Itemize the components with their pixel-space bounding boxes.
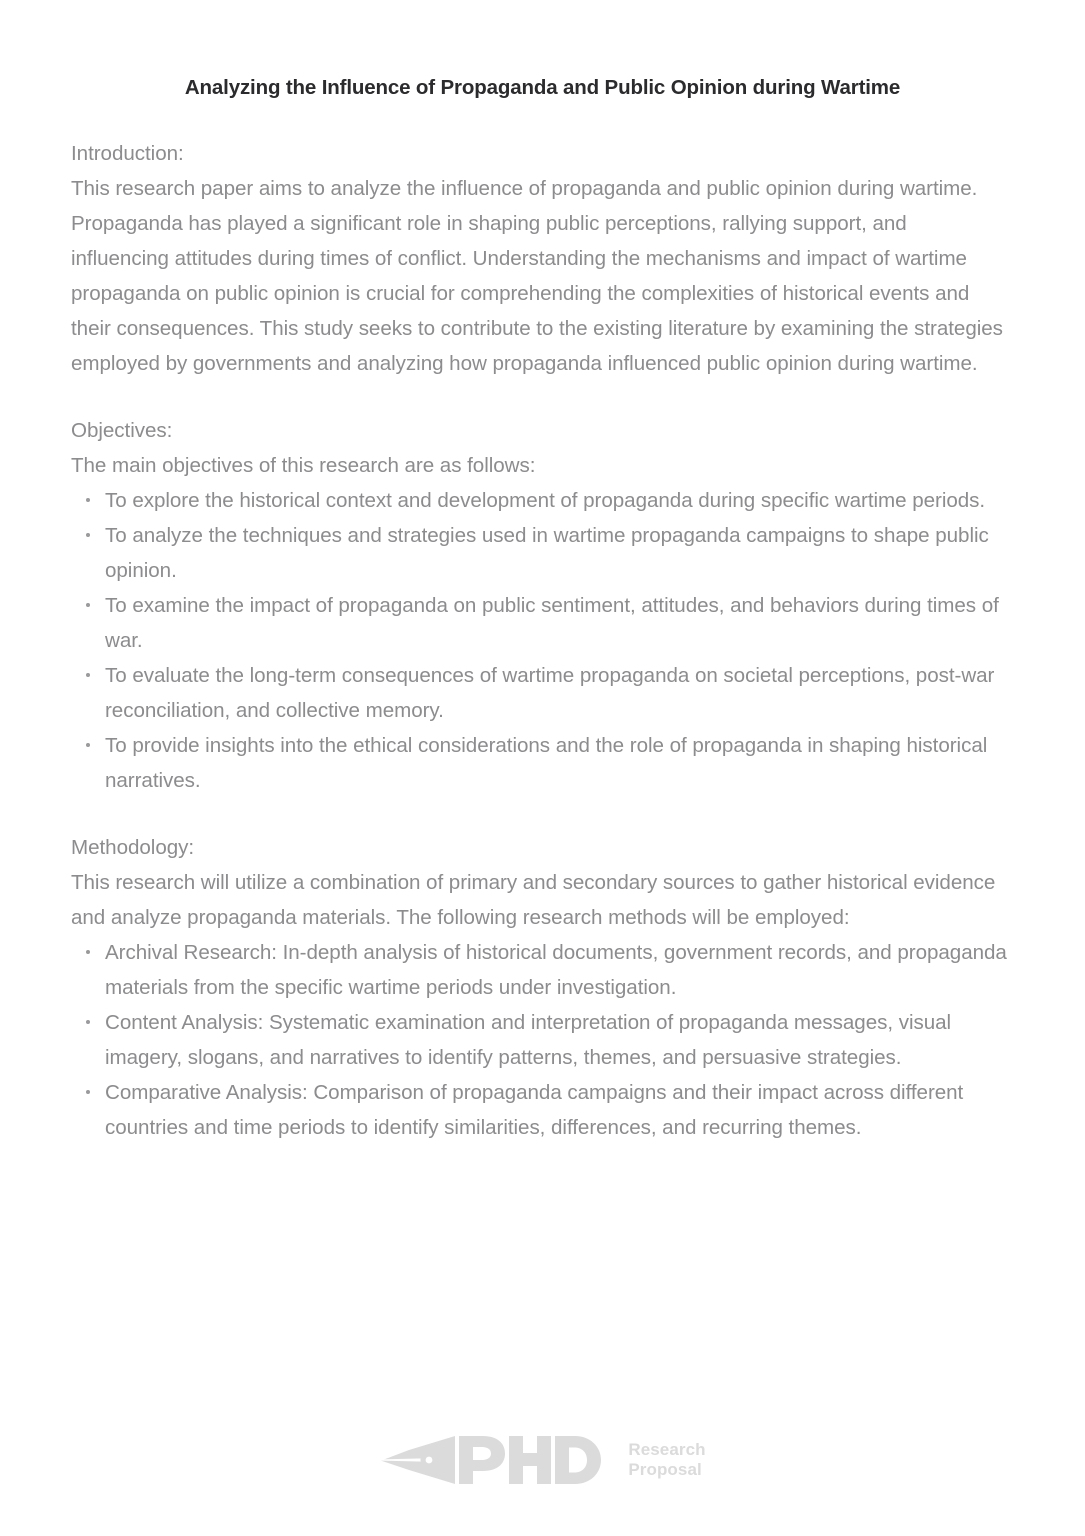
section-heading-methodology: Methodology: — [71, 835, 195, 859]
bullet-dot-icon — [86, 743, 90, 747]
logo-wordmark — [628, 1440, 705, 1480]
document-body — [0, 136, 1085, 1145]
section-introduction — [71, 136, 1007, 381]
objectives-lead-in: The main objectives of this research are as follows: — [71, 453, 536, 477]
bullet-dot-icon — [86, 533, 90, 537]
page-title: Analyzing the Influence of Propaganda and Public Opinion during Wartime — [184, 76, 901, 99]
bullet-dot-icon — [86, 673, 90, 677]
list-item-label: Archival Research: In-depth analysis of historical documents, government records, and propaganda materials from the specific wartime periods under investigation. — [105, 940, 1007, 999]
list-item-label: To analyze the techniques and strategies used in wartime propaganda campaigns to shape public opinion. — [105, 523, 989, 582]
section-heading-objectives: Objectives: — [71, 418, 173, 442]
list-item-label: To explore the historical context and development of propaganda during specific wartime periods. — [105, 488, 986, 512]
introduction-paragraph: This research paper aims to analyze the influence of propaganda and public opinion during wartime. Propaganda has played a significant role in shaping public perceptions, rallying support, and influencing attitudes during times of conflict. Understanding the mechanisms and impact of wartime propaganda on public opinion is crucial for comprehending the complexities of historical events and their consequences. This study seeks to contribute to the existing literature by examining the strategies employed by governments and analyzing how propaganda influenced public opinion during wartime. — [71, 176, 1003, 375]
objectives-list — [71, 483, 1007, 798]
list-item — [71, 518, 1007, 588]
methodology-lead-in: This research will utilize a combination of primary and secondary sources to gather historical evidence and analyze propaganda materials. The following research methods will be employed: — [71, 870, 996, 929]
list-item-label: Content Analysis: Systematic examination and interpretation of propaganda messages, visual imagery, slogans, and narratives to identify patterns, themes, and persuasive strategies. — [105, 1010, 952, 1069]
bullet-dot-icon — [86, 498, 90, 502]
bullet-dot-icon — [86, 603, 90, 607]
list-item-label: Comparative Analysis: Comparison of propaganda campaigns and their impact across different countries and time periods to identify similarities, differences, and recurring themes. — [105, 1080, 964, 1139]
methodology-list — [71, 935, 1007, 1145]
list-item — [71, 658, 1007, 728]
logo-line-research: Research — [628, 1439, 706, 1459]
list-item — [71, 588, 1007, 658]
section-methodology — [71, 830, 1007, 1145]
pen-nib-phd-logo-icon — [379, 1432, 619, 1488]
list-item-label: To provide insights into the ethical considerations and the role of propaganda in shaping historical narratives. — [105, 733, 988, 792]
list-item — [71, 1075, 1007, 1145]
list-item — [71, 1005, 1007, 1075]
list-item — [71, 935, 1007, 1005]
section-objectives — [71, 413, 1007, 798]
bullet-dot-icon — [86, 1090, 90, 1094]
bullet-dot-icon — [86, 1020, 90, 1024]
section-heading-introduction: Introduction: — [71, 141, 184, 165]
logo-line-proposal: Proposal — [628, 1460, 702, 1479]
list-item-label: To examine the impact of propaganda on public sentiment, attitudes, and behaviors during times of war. — [105, 593, 999, 652]
list-item — [71, 728, 1007, 798]
footer-logo — [0, 1432, 1085, 1488]
list-item — [71, 483, 1007, 518]
logo-lockup — [379, 1432, 705, 1488]
list-item-label: To evaluate the long-term consequences of wartime propaganda on societal perceptions, post-war reconciliation, and collective memory. — [105, 663, 995, 722]
bullet-dot-icon — [86, 950, 90, 954]
